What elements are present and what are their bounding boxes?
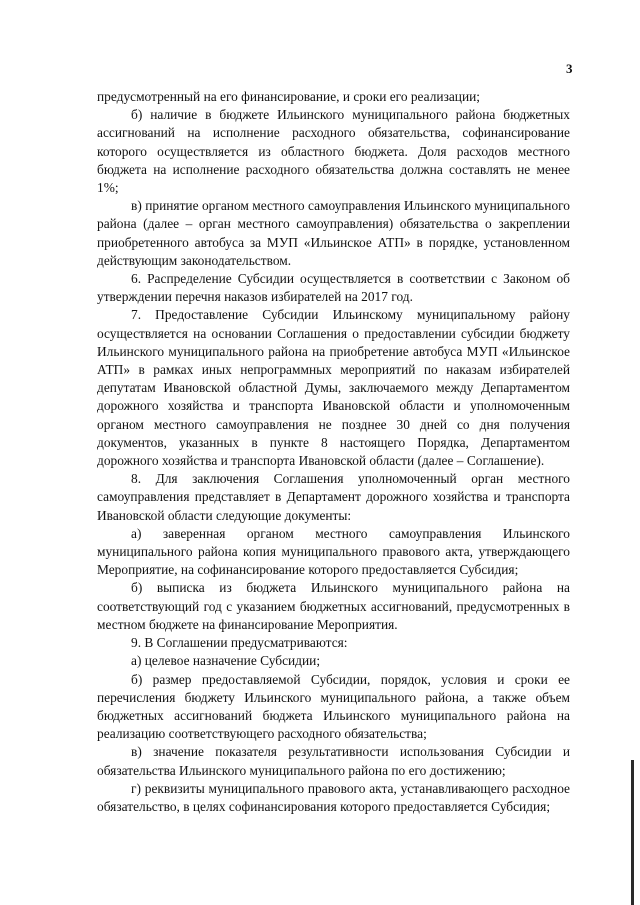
- paragraph-7: 7. Предоставление Субсидии Ильинскому муниципальному району осуществляется на основании Соглашения о предоставлении субсидии бюджету Ильинского муниципального района на приобретение автобуса МУП «Ильинское АТП» в рамках иных непрограммных мероприятий по наказам избирателей депутатам Ивановской областной Думы, заключаемого между Департаментом дорожного хозяйства и транспорта Ивановской области и уполномоченным органом местного самоуправления не позднее 30 дней со дня получения документов, указанных в пункте 8 настоящего Порядка, Департаментом дорожного хозяйства и транспорта Ивановской области (далее – Соглашение).: [97, 307, 570, 469]
- paragraph-continuation: предусмотренный на его финансирование, и сроки его реализации;: [97, 89, 481, 104]
- paragraph-9a: а) целевое назначение Субсидии;: [131, 653, 321, 669]
- paragraph-8: 8. Для заключения Соглашения уполномоченный орган местного самоуправления представляет в Департамент дорожного хозяйства и транспорта Ивановской области следующие документы:: [97, 471, 570, 523]
- scan-edge-shadow: [631, 760, 634, 905]
- document-body: [97, 88, 570, 816]
- paragraph-9: 9. В Соглашении предусматриваются:: [131, 635, 348, 651]
- paragraph-item-b-budget: б) наличие в бюджете Ильинского муниципального района бюджетных ассигнований на исполнение расходного обязательства, софинансирование которого осуществляется из областного бюджета. Доля расходов местного бюджета на исполнение расходного обязательства должна составлять не менее 1%;: [97, 107, 570, 196]
- paragraph-9g: г) реквизиты муниципального правового акта, устанавливающего расходное обязательство, в целях софинансирования которого предоставляется Субсидия;: [97, 780, 570, 814]
- paragraph-8a: а) заверенная органом местного самоуправления Ильинского муниципального района копия муниципального правового акта, утверждающего Мероприятие, на софинансирование которого предоставляется Субсидия;: [97, 525, 570, 578]
- paragraph-8b: б) выписка из бюджета Ильинского муниципального района на соответствующий год с указанием бюджетных ассигнований, предусмотренных в местном бюджете на финансирование Мероприятия.: [97, 580, 570, 632]
- paragraph-9v: в) значение показателя результативности использования Субсидии и обязательства Ильинского муниципального района по его достижению;: [97, 744, 570, 778]
- paragraph-6: 6. Распределение Субсидии осуществляется в соответствии с Законом об утверждении перечня наказов избирателей на 2017 год.: [97, 271, 570, 305]
- page-number: 3: [566, 61, 573, 76]
- paragraph-item-v-obligation: в) принятие органом местного самоуправления Ильинского муниципального района (далее – орган местного самоуправления) обязательства о закреплении приобретенного автобуса за МУП «Ильинское АТП» в порядке, установленном действующим законодательством.: [97, 198, 570, 268]
- paragraph-9b: б) размер предоставляемой Субсидии, порядок, условия и сроки ее перечисления бюджету Ильинского муниципального района, а также объем бюджетных ассигнований бюджета Ильинского муниципального района на реализацию соответствующего расходного обязательства;: [97, 671, 570, 742]
